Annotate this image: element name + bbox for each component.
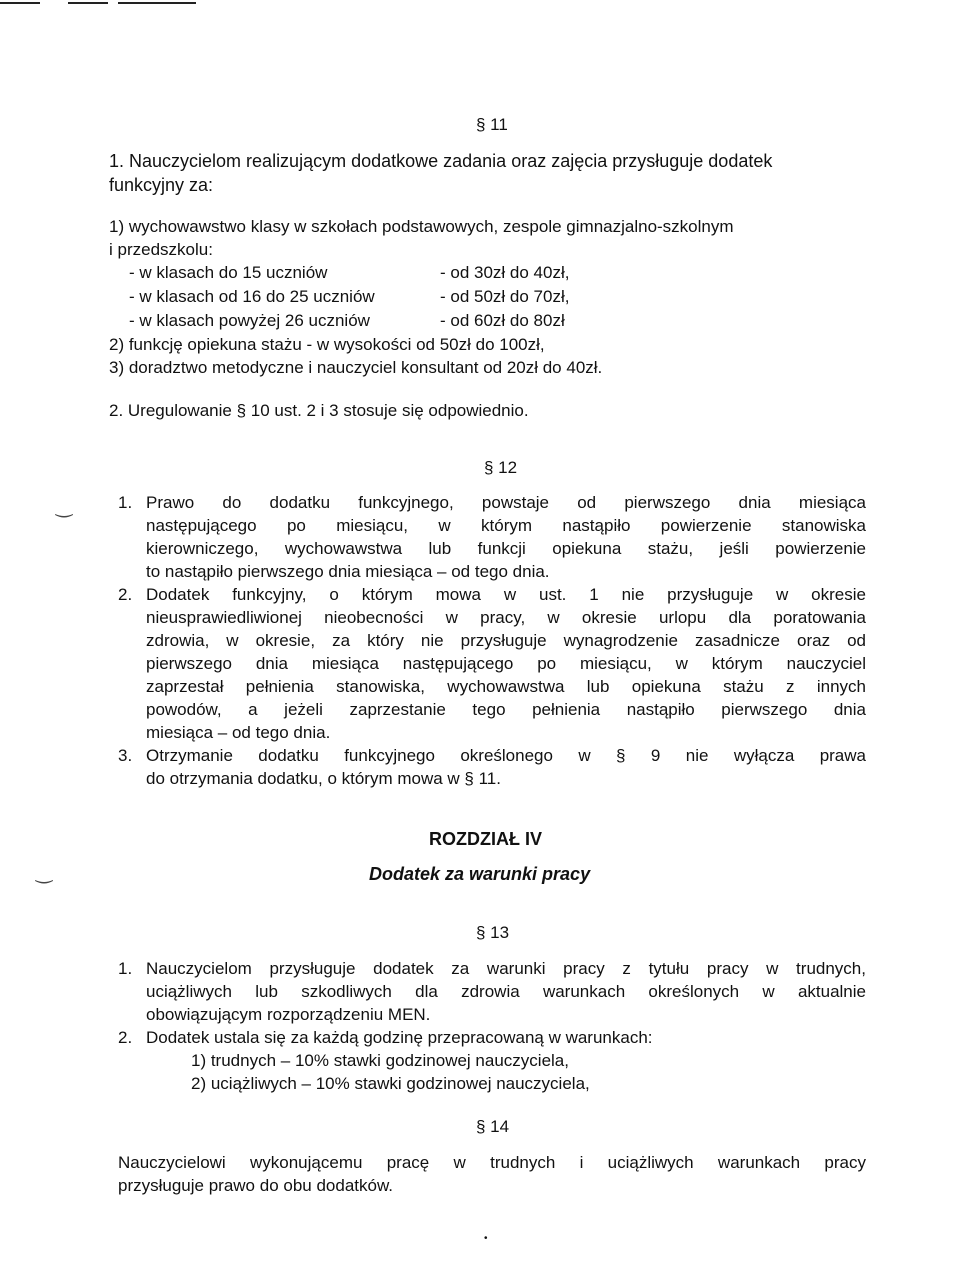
s14-line: Nauczycielowi wykonującemu pracę w trudnych i uciążliwych warunkach pracy [118,1153,866,1172]
chapter-title: ROZDZIAŁ IV [429,829,542,849]
s13-sub-item-2: 2) uciążliwych – 10% stawki godzinowej nauczyciela, [191,1074,590,1093]
s12-p2-line: nieusprawiedliwionej nieobecności w pracy, w okresie urlopu dla poratowania [146,608,866,627]
s14-line: przysługuje prawo do obu dodatków. [118,1176,394,1195]
s12-p2-line: miesiąca – od tego dnia. [146,723,331,742]
s13-p2-number: 2. [118,1028,133,1047]
scan-dot: • [484,1233,488,1244]
scan-edge-line [118,2,196,4]
s12-p2-line: zaprzestał pełnienia stanowiska, wychowawstwa lub opiekuna stażu z innych [146,677,866,696]
section-heading-14: § 14 [476,1117,510,1136]
s11-row-amount: - od 30zł do 40zł, [440,263,570,282]
s12-p3-line: do otrzymania dodatku, o którym mowa w § 11. [146,769,501,788]
s12-p1-line: następującego po miesiącu, w którym nastąpiło powierzenie stanowiska [146,516,866,535]
s13-p1-line: obowiązującym rozporządzeniu MEN. [146,1005,431,1024]
s12-p3-line: Otrzymanie dodatku funkcyjnego określonego w § 9 nie wyłącza prawa [146,746,866,765]
s13-p1-line: uciążliwych lub szkodliwych dla zdrowia warunkach określonych w aktualnie [146,982,866,1001]
section-heading-12: § 12 [484,458,518,477]
s11-paragraph-2: 2. Uregulowanie § 10 ust. 2 i 3 stosuje się odpowiednio. [109,401,529,420]
s11-row-label: - w klasach powyżej 26 uczniów [129,311,370,330]
s12-p2-line: zdrowia, w okresie, za który nie przysługuje wynagrodzenie zasadnicze oraz od [146,631,866,650]
s11-row-label: - w klasach od 16 do 25 uczniów [129,287,375,306]
s11-item-1-line-1: 1) wychowawstwo klasy w szkołach podstawowych, zespole gimnazjalno-szkolnym [109,217,734,236]
s12-p3-number: 3. [118,746,133,765]
s12-p2-line: powodów, a jeżeli zaprzestanie tego pełnienia nastąpiło pierwszego dnia [146,700,866,719]
margin-tick-mark: ‿ [36,862,53,884]
s11-item-3: 3) doradztwo metodyczne i nauczyciel konsultant od 20zł do 40zł. [109,358,603,377]
s12-p2-line: Dodatek funkcyjny, o którym mowa w ust. 1 nie przysługuje w okresie [146,585,866,604]
scan-edge-line [68,2,108,4]
s11-paragraph-1-line-1: 1. Nauczycielom realizującym dodatkowe zadania oraz zajęcia przysługuje dodatek [109,151,773,171]
s12-p1-line: Prawo do dodatku funkcyjnego, powstaje od pierwszego dnia miesiąca [146,493,866,512]
s12-p1-number: 1. [118,493,133,512]
section-heading-11: § 11 [476,115,508,134]
s11-row-label: - w klasach do 15 uczniów [129,263,328,282]
s11-item-1-line-2: i przedszkolu: [109,240,213,259]
margin-tick-mark: ‿ [56,496,73,518]
s13-sub-item-1: 1) trudnych – 10% stawki godzinowej nauczyciela, [191,1051,569,1070]
s11-row-amount: - od 60zł do 80zł [440,311,565,330]
s11-row-amount: - od 50zł do 70zł, [440,287,570,306]
chapter-subtitle: Dodatek za warunki pracy [369,864,591,884]
scan-edge-line [0,2,40,4]
s11-paragraph-1-line-2: funkcyjny za: [109,175,214,195]
s12-p1-line: kierowniczego, wychowawstwa lub funkcji opiekuna stażu, jeśli powierzenie [146,539,866,558]
section-heading-13: § 13 [476,923,510,942]
s12-p1-line: to nastąpiło pierwszego dnia miesiąca – od tego dnia. [146,562,550,581]
s13-p1-number: 1. [118,959,133,978]
s13-p2-line: Dodatek ustala się za każdą godzinę przepracowaną w warunkach: [146,1028,653,1047]
s13-p1-line: Nauczycielom przysługuje dodatek za warunki pracy z tytułu pracy w trudnych, [146,959,866,978]
s12-p2-line: pierwszego dnia miesiąca następującego po miesiącu, w którym nauczyciel [146,654,866,673]
s11-item-2: 2) funkcję opiekuna stażu - w wysokości od 50zł do 100zł, [109,335,545,354]
s12-p2-number: 2. [118,585,133,604]
